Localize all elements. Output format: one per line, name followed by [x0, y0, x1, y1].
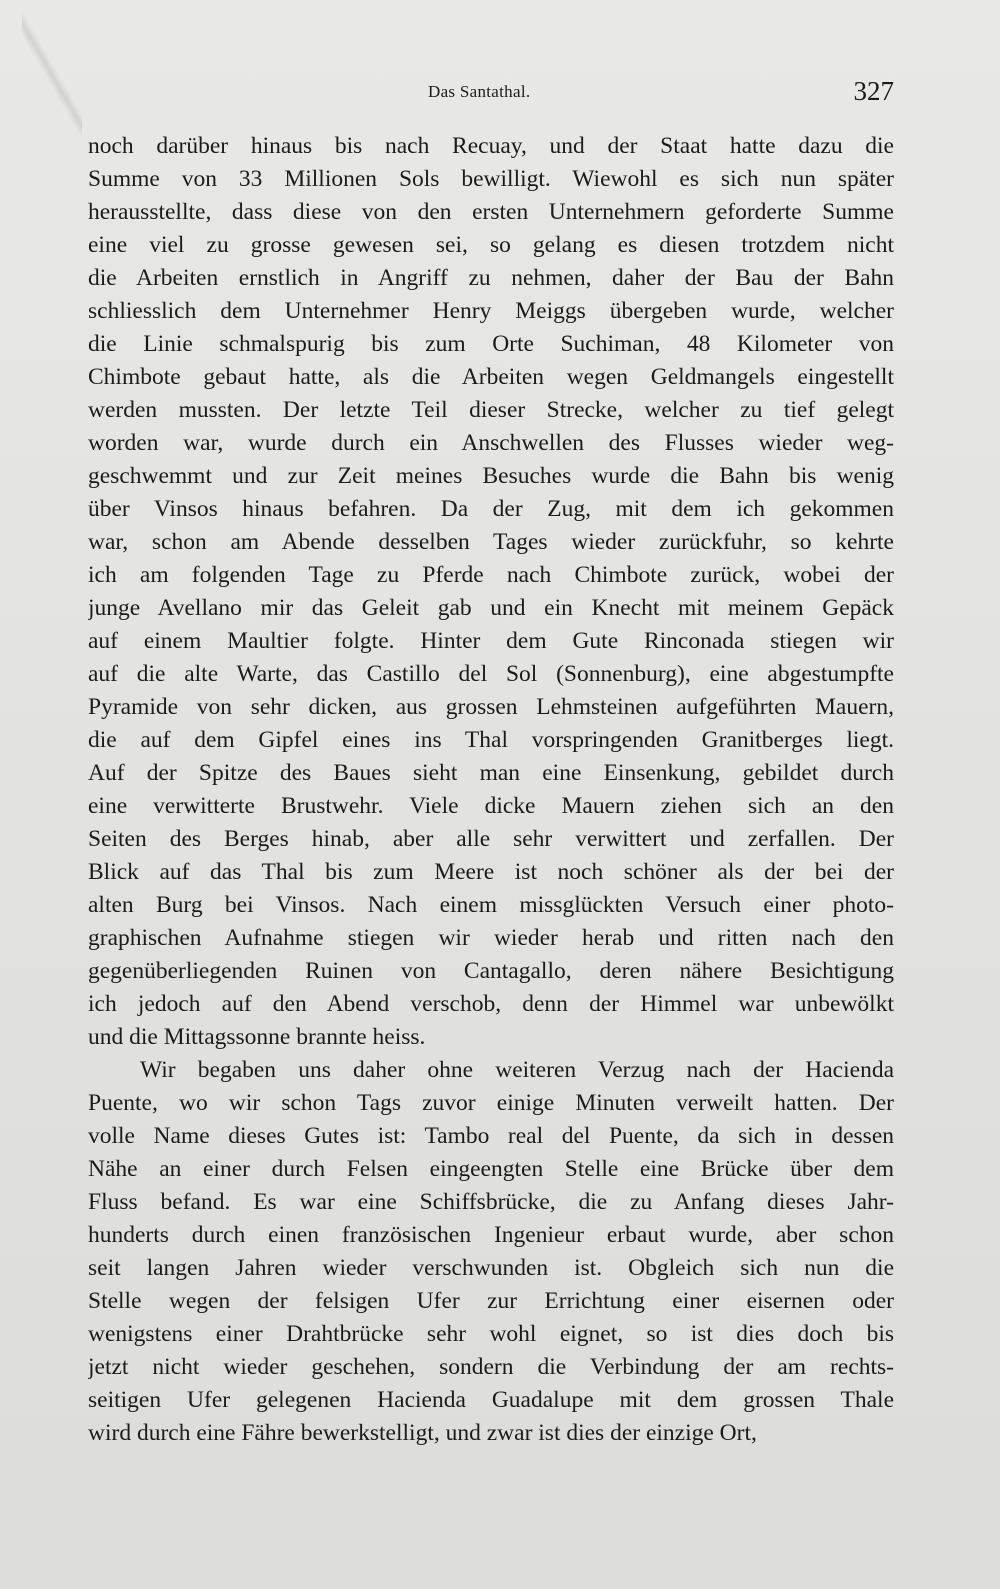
text-line: werden mussten. Der letzte Teil dieser Strecke, welcher zu tief gelegt [88, 397, 894, 423]
text-line: wenigstens einer Drahtbrücke sehr wohl eignet, so ist dies doch bis [88, 1321, 894, 1347]
text-line: geschwemmt und zur Zeit meines Besuches wurde die Bahn bis wenig [88, 463, 894, 489]
text-line: ich am folgenden Tage zu Pferde nach Chimbote zurück, wobei der [88, 562, 894, 588]
text-line: Auf der Spitze des Baues sieht man eine Einsenkung, gebildet durch [88, 760, 894, 786]
text-line: auf einem Maultier folgte. Hinter dem Gute Rinconada stiegen wir [88, 628, 894, 654]
text-line: eine viel zu grosse gewesen sei, so gelang es diesen trotzdem nicht [88, 232, 894, 258]
paragraph [88, 130, 894, 1054]
text-line: noch darüber hinaus bis nach Recuay, und der Staat hatte dazu die [88, 133, 894, 159]
text-line: hunderts durch einen französischen Ingenieur erbaut wurde, aber schon [88, 1222, 894, 1248]
text-line: ich jedoch auf den Abend verschob, denn der Himmel war unbewölkt [88, 991, 894, 1017]
text-line: Wir begaben uns daher ohne weiteren Verzug nach der Hacienda [140, 1057, 894, 1083]
text-line: Blick auf das Thal bis zum Meere ist noch schöner als der bei der [88, 859, 894, 885]
page-fold-shadow [22, 0, 82, 150]
body-text [88, 130, 894, 1450]
text-line: Pyramide von sehr dicken, aus grossen Lehmsteinen aufgeführten Mauern, [88, 694, 894, 720]
running-title: Das Santathal. [428, 82, 531, 101]
text-line: jetzt nicht wieder geschehen, sondern die Verbindung der am rechts- [88, 1354, 894, 1380]
page-number: 327 [853, 76, 894, 106]
text-line: war, schon am Abende desselben Tages wieder zurückfuhr, so kehrte [88, 529, 894, 555]
text-line: und die Mittagssonne brannte heiss. [88, 1024, 426, 1050]
text-line: schliesslich dem Unternehmer Henry Meiggs übergeben wurde, welcher [88, 298, 894, 324]
text-line: Seiten des Berges hinab, aber alle sehr verwittert und zerfallen. Der [88, 826, 894, 852]
text-line: Fluss befand. Es war eine Schiffsbrücke, die zu Anfang dieses Jahr- [88, 1189, 894, 1215]
text-line: die auf dem Gipfel eines ins Thal vorspringenden Granitberges liegt. [88, 727, 894, 753]
text-line: Stelle wegen der felsigen Ufer zur Errichtung einer eisernen oder [88, 1288, 894, 1314]
text-line: junge Avellano mir das Geleit gab und ein Knecht mit meinem Gepäck [88, 595, 894, 621]
text-line: worden war, wurde durch ein Anschwellen des Flusses wieder weg- [88, 430, 894, 456]
text-line: seit langen Jahren wieder verschwunden ist. Obgleich sich nun die [88, 1255, 894, 1281]
text-line: eine verwitterte Brustwehr. Viele dicke Mauern ziehen sich an den [88, 793, 894, 819]
text-line: über Vinsos hinaus befahren. Da der Zug, mit dem ich gekommen [88, 496, 894, 522]
text-line: volle Name dieses Gutes ist: Tambo real del Puente, da sich in dessen [88, 1123, 894, 1149]
text-line: seitigen Ufer gelegenen Hacienda Guadalupe mit dem grossen Thale [88, 1387, 894, 1413]
text-line: gegenüberliegenden Ruinen von Cantagallo, deren nähere Besichtigung [88, 958, 894, 984]
text-line: Chimbote gebaut hatte, als die Arbeiten wegen Geldmangels eingestellt [88, 364, 894, 390]
text-line: herausstellte, dass diese von den ersten Unternehmern geforderte Summe [88, 199, 894, 225]
text-line: graphischen Aufnahme stiegen wir wieder herab und ritten nach den [88, 925, 894, 951]
text-line: alten Burg bei Vinsos. Nach einem missglückten Versuch einer photo- [88, 892, 894, 918]
paragraph [88, 1054, 894, 1450]
text-line: Nähe an einer durch Felsen eingeengten Stelle eine Brücke über dem [88, 1156, 894, 1182]
text-line: wird durch eine Fähre bewerkstelligt, und zwar ist dies der einzige Ort, [88, 1420, 757, 1446]
text-line: Summe von 33 Millionen Sols bewilligt. Wiewohl es sich nun später [88, 166, 894, 192]
text-line: die Arbeiten ernstlich in Angriff zu nehmen, daher der Bau der Bahn [88, 265, 894, 291]
text-line: Puente, wo wir schon Tags zuvor einige Minuten verweilt hatten. Der [88, 1090, 894, 1116]
text-line: die Linie schmalspurig bis zum Orte Suchiman, 48 Kilometer von [88, 331, 894, 357]
running-head [88, 76, 894, 116]
text-line: auf die alte Warte, das Castillo del Sol (Sonnenburg), eine abgestumpfte [88, 661, 894, 687]
